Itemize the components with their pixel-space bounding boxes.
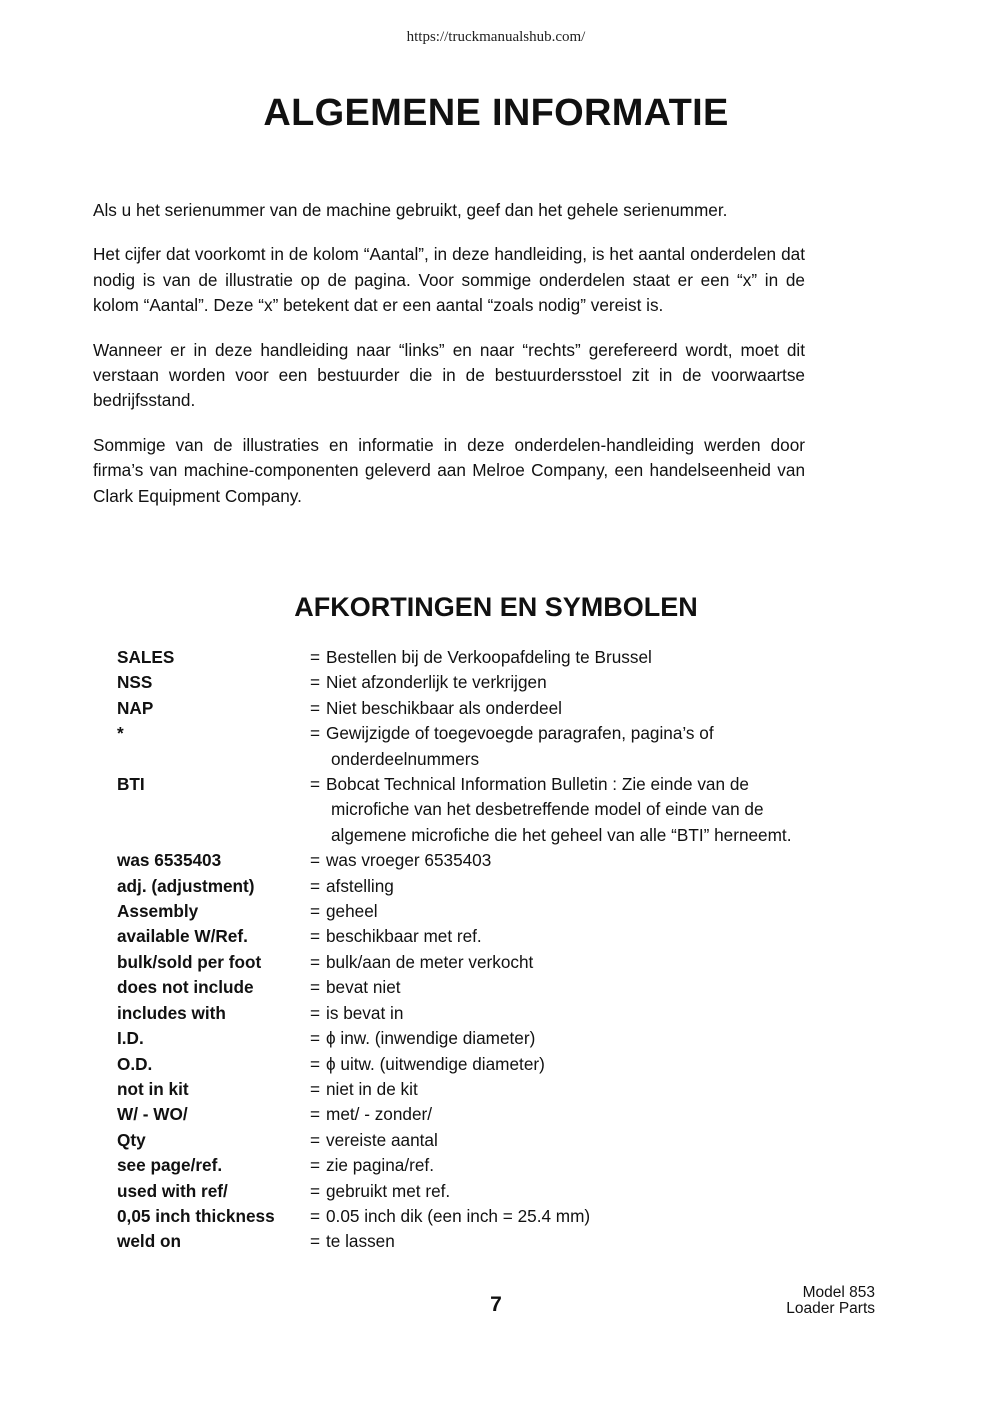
model-name: Model 853 bbox=[802, 1284, 875, 1301]
equals-sign: = bbox=[310, 1028, 321, 1049]
abbreviation-row bbox=[117, 975, 877, 1000]
definition-line: Bobcat Technical Information Bulletin : Zie einde van de bbox=[326, 774, 749, 795]
definition-text bbox=[326, 1153, 877, 1178]
abbreviation-definition bbox=[310, 1153, 877, 1178]
abbreviation-row bbox=[117, 721, 877, 772]
abbreviation-term: weld on bbox=[117, 1231, 181, 1252]
abbreviation-term: adj. (adjustment) bbox=[117, 875, 255, 896]
definition-text bbox=[326, 899, 877, 924]
definition-line: ϕ uitw. (uitwendige diameter) bbox=[326, 1053, 545, 1074]
equals-sign: = bbox=[310, 697, 321, 718]
definition-text bbox=[326, 670, 877, 695]
paragraph-suppliers: Sommige van de illustraties en informatie in deze onderdelen-handleiding werden door firma’s van machine-componenten geleverd aan Melroe Company, een handelseenheid van Clark Equipment Company. bbox=[93, 434, 805, 506]
abbreviation-definition bbox=[310, 721, 877, 772]
abbreviation-row bbox=[117, 772, 877, 848]
equals-sign: = bbox=[310, 723, 321, 744]
definition-text bbox=[326, 1204, 877, 1229]
abbreviation-row bbox=[117, 1204, 877, 1229]
abbreviations-list bbox=[117, 645, 877, 1255]
abbreviation-term: NSS bbox=[117, 672, 153, 693]
abbreviation-row bbox=[117, 670, 877, 695]
abbreviation-row bbox=[117, 1153, 877, 1178]
equals-sign: = bbox=[310, 875, 321, 896]
definition-text bbox=[326, 1052, 877, 1077]
abbreviation-term: used with ref/ bbox=[117, 1180, 228, 1201]
definition-line: Niet beschikbaar als onderdeel bbox=[326, 697, 562, 718]
abbreviation-definition bbox=[310, 924, 877, 949]
equals-sign: = bbox=[310, 1053, 321, 1074]
abbreviation-row bbox=[117, 1229, 877, 1254]
abbreviation-definition bbox=[310, 1229, 877, 1254]
equals-sign: = bbox=[310, 774, 321, 795]
abbreviation-definition bbox=[310, 1026, 877, 1051]
abbreviation-definition bbox=[310, 848, 877, 873]
definition-line: bevat niet bbox=[326, 977, 401, 998]
model-info bbox=[786, 1285, 875, 1317]
definition-line: Niet afzonderlijk te verkrijgen bbox=[326, 672, 547, 693]
definition-line: beschikbaar met ref. bbox=[326, 926, 482, 947]
definition-line: 0.05 inch dik (een inch = 25.4 mm) bbox=[326, 1205, 591, 1226]
definition-text bbox=[326, 1077, 877, 1102]
equals-sign: = bbox=[310, 850, 321, 871]
equals-sign: = bbox=[310, 1231, 321, 1252]
abbreviation-term: W/ - WO/ bbox=[117, 1104, 188, 1125]
definition-line: geheel bbox=[326, 901, 378, 922]
definition-line: met/ - zonder/ bbox=[326, 1104, 433, 1125]
abbreviation-definition bbox=[310, 1204, 877, 1229]
equals-sign: = bbox=[310, 1205, 321, 1226]
definition-line: niet in de kit bbox=[326, 1078, 418, 1099]
definition-text bbox=[326, 950, 877, 975]
abbreviation-row bbox=[117, 696, 877, 721]
equals-sign: = bbox=[310, 926, 321, 947]
definition-text bbox=[326, 721, 877, 772]
equals-sign: = bbox=[310, 1104, 321, 1125]
definition-line: vereiste aantal bbox=[326, 1129, 438, 1150]
abbreviation-term: * bbox=[117, 723, 124, 744]
equals-sign: = bbox=[310, 1129, 321, 1150]
abbreviation-definition bbox=[310, 696, 877, 721]
abbreviation-row bbox=[117, 899, 877, 924]
abbreviation-definition bbox=[310, 950, 877, 975]
definition-line: was vroeger 6535403 bbox=[326, 850, 492, 871]
abbreviation-term: 0,05 inch thickness bbox=[117, 1205, 275, 1226]
abbreviation-definition bbox=[310, 975, 877, 1000]
abbreviation-row bbox=[117, 1128, 877, 1153]
definition-text bbox=[326, 1179, 877, 1204]
paragraph-serial-number: Als u het serienummer van de machine gebruikt, geef dan het gehele serienummer. bbox=[93, 200, 728, 220]
definition-text bbox=[326, 1102, 877, 1127]
abbreviation-definition bbox=[310, 1128, 877, 1153]
abbreviation-row bbox=[117, 1179, 877, 1204]
abbreviation-term: NAP bbox=[117, 697, 154, 718]
page-number: 7 bbox=[490, 1293, 502, 1316]
definition-text bbox=[326, 1026, 877, 1051]
abbreviation-row bbox=[117, 848, 877, 873]
abbreviation-term: does not include bbox=[117, 977, 254, 998]
equals-sign: = bbox=[310, 1155, 321, 1176]
abbreviation-definition bbox=[310, 874, 877, 899]
definition-line: gebruikt met ref. bbox=[326, 1180, 451, 1201]
abbreviation-term: not in kit bbox=[117, 1078, 189, 1099]
model-subtitle: Loader Parts bbox=[786, 1300, 875, 1317]
abbreviation-term: was 6535403 bbox=[117, 850, 222, 871]
definition-text bbox=[326, 772, 877, 848]
paragraph-left-right: Wanneer er in deze handleiding naar “links” en naar “rechts” gerefereerd wordt, moet dit verstaan worden voor een bestuurder die in de bestuurdersstoel zit in de voorwaartse bedrijfsstand. bbox=[93, 339, 805, 411]
definition-line: ϕ inw. (inwendige diameter) bbox=[326, 1028, 536, 1049]
equals-sign: = bbox=[310, 951, 321, 972]
page-title: ALGEMENE INFORMATIE bbox=[263, 92, 729, 134]
definition-text bbox=[326, 874, 877, 899]
equals-sign: = bbox=[310, 901, 321, 922]
definition-line: zie pagina/ref. bbox=[326, 1155, 434, 1176]
abbreviation-definition bbox=[310, 645, 877, 670]
abbreviation-definition bbox=[310, 1077, 877, 1102]
equals-sign: = bbox=[310, 1078, 321, 1099]
definition-text bbox=[326, 1001, 877, 1026]
definition-line: Gewijzigde of toegevoegde paragrafen, pagina’s of bbox=[326, 723, 714, 744]
abbreviation-term: BTI bbox=[117, 774, 145, 795]
abbreviation-term: bulk/sold per foot bbox=[117, 951, 262, 972]
definition-text bbox=[326, 645, 877, 670]
abbreviation-term: includes with bbox=[117, 1002, 226, 1023]
section-title-abbreviations: AFKORTINGEN EN SYMBOLEN bbox=[294, 592, 698, 622]
definition-line: is bevat in bbox=[326, 1002, 404, 1023]
abbreviation-row bbox=[117, 1001, 877, 1026]
abbreviation-row bbox=[117, 1026, 877, 1051]
definition-line: bulk/aan de meter verkocht bbox=[326, 951, 534, 972]
definition-continuation: microfiche van het desbetreffende model of einde van de bbox=[331, 799, 764, 820]
definition-line: afstelling bbox=[326, 875, 394, 896]
definition-text bbox=[326, 1128, 877, 1153]
definition-text bbox=[326, 975, 877, 1000]
definition-text bbox=[326, 924, 877, 949]
abbreviation-term: see page/ref. bbox=[117, 1155, 223, 1176]
definition-line: Bestellen bij de Verkoopafdeling te Brussel bbox=[326, 647, 652, 667]
abbreviation-term: I.D. bbox=[117, 1028, 144, 1049]
abbreviation-term: O.D. bbox=[117, 1053, 153, 1074]
equals-sign: = bbox=[310, 977, 321, 998]
abbreviation-row bbox=[117, 874, 877, 899]
equals-sign: = bbox=[310, 1180, 321, 1201]
abbreviation-row bbox=[117, 1102, 877, 1127]
equals-sign: = bbox=[310, 672, 321, 693]
equals-sign: = bbox=[310, 647, 321, 667]
definition-text bbox=[326, 848, 877, 873]
abbreviation-definition bbox=[310, 899, 877, 924]
abbreviation-definition bbox=[310, 1001, 877, 1026]
abbreviation-row bbox=[117, 1077, 877, 1102]
intro-section bbox=[93, 198, 805, 528]
abbreviation-term: SALES bbox=[117, 647, 175, 667]
abbreviation-term: Assembly bbox=[117, 901, 199, 922]
abbreviation-definition bbox=[310, 1052, 877, 1077]
source-url: https://truckmanualshub.com/ bbox=[406, 29, 586, 45]
definition-continuation: algemene microfiche die het geheel van alle “BTI” herneemt. bbox=[331, 824, 792, 845]
abbreviation-definition bbox=[310, 1179, 877, 1204]
abbreviation-row bbox=[117, 645, 877, 670]
abbreviation-term: available W/Ref. bbox=[117, 926, 248, 947]
equals-sign: = bbox=[310, 1002, 321, 1023]
definition-text bbox=[326, 696, 877, 721]
abbreviation-row bbox=[117, 950, 877, 975]
abbreviation-definition bbox=[310, 1102, 877, 1127]
definition-line: te lassen bbox=[326, 1231, 395, 1252]
abbreviation-row bbox=[117, 924, 877, 949]
abbreviation-definition bbox=[310, 772, 877, 848]
definition-continuation: onderdeelnummers bbox=[331, 748, 480, 769]
abbreviation-definition bbox=[310, 670, 877, 695]
paragraph-quantity-column: Het cijfer dat voorkomt in de kolom “Aantal”, in deze handleiding, is het aantal onderdelen dat nodig is van de illustratie op de pagina. Voor sommige onderdelen staat er een “x” in de kolom “Aantal”. Deze “x” betekent dat er een aantal “zoals nodig” vereist is. bbox=[93, 244, 805, 316]
definition-text bbox=[326, 1229, 877, 1254]
abbreviation-term: Qty bbox=[117, 1129, 146, 1150]
abbreviation-row bbox=[117, 1052, 877, 1077]
